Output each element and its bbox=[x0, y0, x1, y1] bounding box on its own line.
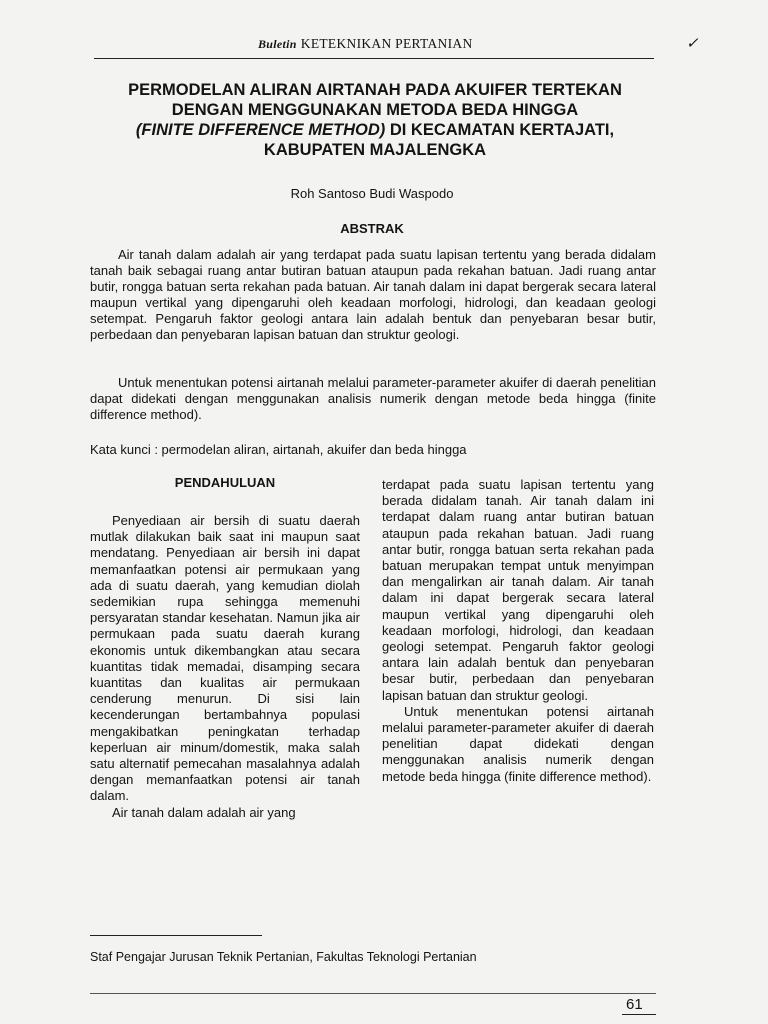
left-paragraph-2: Air tanah dalam adalah air yang bbox=[112, 804, 296, 820]
right-paragraph-2: Untuk menentukan potensi airtanah melalui parameter-parameter akuifer di daerah penelitian dapat didekati dengan menggunakan analisis numerik dengan metode beda hingga (finite difference method). bbox=[382, 703, 654, 784]
right-paragraph-1: terdapat pada suatu lapisan tertentu yang berada didalam tanah. Air tanah dalam ini terdapat dalam ruang antar butiran batuan ataupun pada rekahan batuan. Jadi ruang antar butir, rongga batuan serta rekahan pada batuan merupakan tempat untuk menyimpan dan mengalirkan air tanah dalam. Air tanah dalam ini dapat bergerak secara lateral maupun vertikal yang dipengaruhi oleh keadaan morfologi, hidrologi, dan keadaan geologi setempat. Pengaruh faktor geologi antara lain adalah bentuk dan penyebaran besar butir, perbedaan dan penyebaran lapisan batuan dan struktur geologi. bbox=[382, 477, 654, 703]
title-line-3-rest: DI KECAMATAN KERTAJATI, bbox=[385, 121, 615, 139]
title-line-1: PERMODELAN ALIRAN AIRTANAH PADA AKUIFER TERTEKAN bbox=[128, 81, 622, 99]
section-heading-introduction: PENDAHULUAN bbox=[174, 475, 276, 490]
journal-name: KETEKNIKAN PERTANIAN bbox=[300, 36, 473, 51]
abstract-paragraph-1: Air tanah dalam adalah air yang terdapat pada suatu lapisan tertentu yang berada didalam tanah baik sebagai ruang antar butiran batuan ataupun pada rekahan batuan. Jadi ruang antar butir, rongga batuan serta rekahan pada batuan. Air tanah dalam ini dapat bergerak secara lateral maupun vertikal yang dipengaruhi oleh keadaan morfologi, hidrologi, dan keadaan geologi setempat. Pengaruh faktor geologi antara lain adalah bentuk dan penyebaran besar butir, perbedaan dan penyebaran lapisan batuan dan struktur geologi. bbox=[90, 247, 656, 342]
journal-prefix: Buletin bbox=[258, 37, 297, 51]
left-column bbox=[90, 513, 360, 821]
paper-title bbox=[90, 80, 660, 160]
page-number: 61 bbox=[626, 996, 643, 1013]
footnote: Staf Pengajar Jurusan Teknik Pertanian, Fakultas Teknologi Pertanian bbox=[90, 950, 477, 964]
title-italic-term: (FINITE DIFFERENCE METHOD) bbox=[135, 121, 386, 139]
author-name: Roh Santoso Budi Waspodo bbox=[290, 186, 454, 201]
abstract-heading: ABSTRAK bbox=[340, 221, 404, 236]
right-column bbox=[382, 477, 654, 785]
title-line-4: KABUPATEN MAJALENGKA bbox=[263, 141, 487, 159]
check-mark-icon: ✓ bbox=[686, 36, 699, 52]
keywords: Kata kunci : permodelan aliran, airtanah, akuifer dan beda hingga bbox=[90, 442, 467, 457]
footer-rule bbox=[90, 993, 656, 994]
header-rule bbox=[94, 58, 654, 59]
abstract-paragraph-2: Untuk menentukan potensi airtanah melalui parameter-parameter akuifer di daerah penelitian dapat didekati dengan menggunakan analisis numerik dengan metode beda hingga (finite difference method). bbox=[90, 375, 656, 422]
title-line-2: DENGAN MENGGUNAKAN METODA BEDA HINGGA bbox=[171, 101, 579, 119]
left-paragraph-1: Penyediaan air bersih di suatu daerah mutlak dilakukan baik saat ini maupun saat mendatang. Penyediaan air bersih ini dapat memanfaatkan potensi air permukaan yang ada di suatu daerah, yang kemudian diolah sedemikian rupa sehingga memenuhi persyaratan standar kesehatan. Namun jika air permukaan pada suatu daerah kurang ekonomis untuk dikembangkan atau secara kuantitas tidak memadai, disamping secara kuantitas dan kualitas air permukaan cenderung menurun. Di sisi lain kecenderungan bertambahnya populasi mengakibatkan peningkatan terhadap keperluan air minum/domestik, maka salah satu alternatif pemecahan masalahnya adalah dengan memanfaatkan potensi air tanah dalam. bbox=[90, 513, 360, 804]
running-header bbox=[258, 36, 473, 52]
page-number-underline bbox=[622, 1014, 656, 1015]
title-line-3 bbox=[90, 120, 660, 140]
footnote-rule bbox=[90, 935, 262, 936]
